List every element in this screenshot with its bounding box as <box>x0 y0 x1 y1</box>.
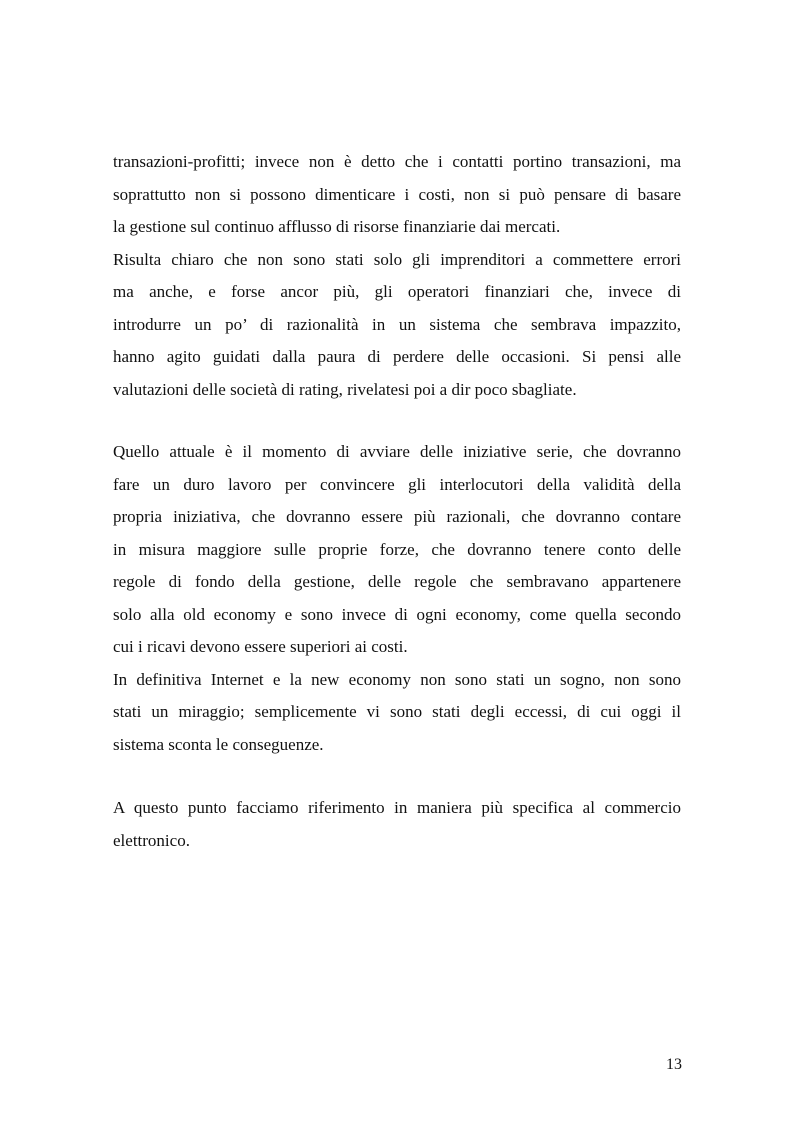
paragraph-line: propria iniziativa, che dovranno essere più razionali, che dovranno contare <box>113 507 681 526</box>
paragraph-1 <box>113 146 681 244</box>
page-number: 13 <box>666 1056 682 1073</box>
paragraph-line: valutazioni delle società di rating, rivelatesi poi a dir poco sbagliate. <box>113 379 577 399</box>
paragraph-line: A questo punto facciamo riferimento in maniera più specifica al commercio <box>113 798 681 817</box>
paragraph-line: transazioni-profitti; invece non è detto che i contatti portino transazioni, ma <box>113 152 681 171</box>
paragraph-line: in misura maggiore sulle proprie forze, che dovranno tenere conto delle <box>113 539 681 559</box>
paragraph-line: elettronico. <box>113 830 190 850</box>
paragraph-2 <box>113 244 681 407</box>
paragraph-line: hanno agito guidati dalla paura di perdere delle occasioni. Si pensi alle <box>113 347 681 366</box>
paragraph-line: In definitiva Internet e la new economy non sono stati un sogno, non sono <box>113 669 681 689</box>
paragraph-4 <box>113 664 681 762</box>
paragraph-line: la gestione sul continuo afflusso di risorse finanziarie dai mercati. <box>113 217 561 236</box>
paragraph-line: Quello attuale è il momento di avviare delle iniziative serie, che dovranno <box>113 442 681 461</box>
paragraph-line: regole di fondo della gestione, delle regole che sembravano appartenere <box>113 572 681 591</box>
paragraph-line: solo alla old economy e sono invece di ogni economy, come quella secondo <box>113 604 681 624</box>
paragraph-line: Risulta chiaro che non sono stati solo gli imprenditori a commettere errori <box>113 249 681 269</box>
paragraph-line: introdurre un po’ di razionalità in un sistema che sembrava impazzito, <box>113 314 681 334</box>
paragraph-line: sistema sconta le conseguenze. <box>113 734 324 754</box>
paragraph-line: soprattutto non si possono dimenticare i costi, non si può pensare di basare <box>113 184 681 204</box>
paragraph-line: ma anche, e forse ancor più, gli operatori finanziari che, invece di <box>113 282 681 301</box>
paragraph-3 <box>113 436 681 664</box>
paragraph-line: stati un miraggio; semplicemente vi sono stati degli eccessi, di cui oggi il <box>113 702 681 721</box>
paragraph-line: fare un duro lavoro per convincere gli interlocutori della validità della <box>113 474 681 494</box>
paragraph-line: cui i ricavi devono essere superiori ai costi. <box>113 637 408 656</box>
paragraph-5 <box>113 792 681 857</box>
